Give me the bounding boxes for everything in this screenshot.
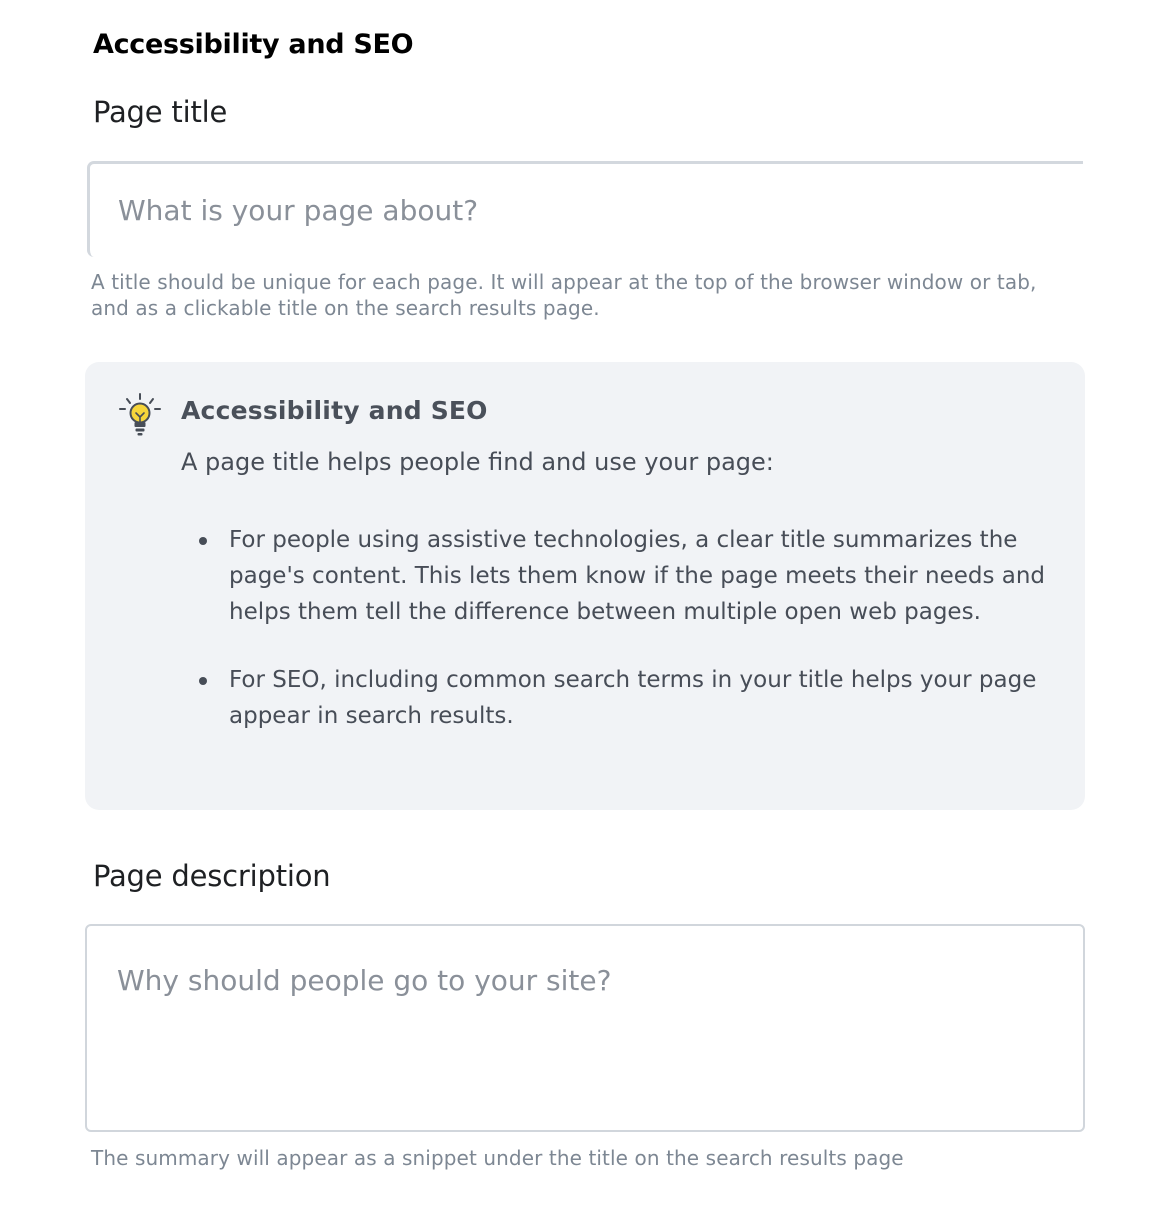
- tip-list: [181, 522, 1099, 766]
- tip-heading: Accessibility and SEO: [181, 396, 488, 425]
- page-title-help-text: A title should be unique for each page. It will appear at the top of the browser window or tab, and as a clickable title on the search results page.: [91, 270, 1037, 320]
- lightbulb-icon: [118, 393, 162, 439]
- page-description-label: Page description: [93, 859, 331, 893]
- list-item: For SEO, including common search terms in your title helps your page appear in search results.: [229, 662, 1099, 734]
- page-title-label: Page title: [93, 95, 228, 129]
- tip-intro-text: A page title helps people find and use your page:: [181, 448, 774, 476]
- page-description-help-text: The summary will appear as a snippet under the title on the search results page: [91, 1146, 904, 1170]
- section-heading: Accessibility and SEO: [93, 29, 414, 60]
- page-description-input[interactable]: [85, 924, 1085, 1132]
- page-title-input[interactable]: [87, 161, 1083, 257]
- list-item: For people using assistive technologies, a clear title summarizes the page's content. This lets them know if the page meets their needs and helps them tell the difference between multiple open web pages.: [229, 522, 1099, 630]
- accessibility-seo-tip-panel: [85, 362, 1085, 810]
